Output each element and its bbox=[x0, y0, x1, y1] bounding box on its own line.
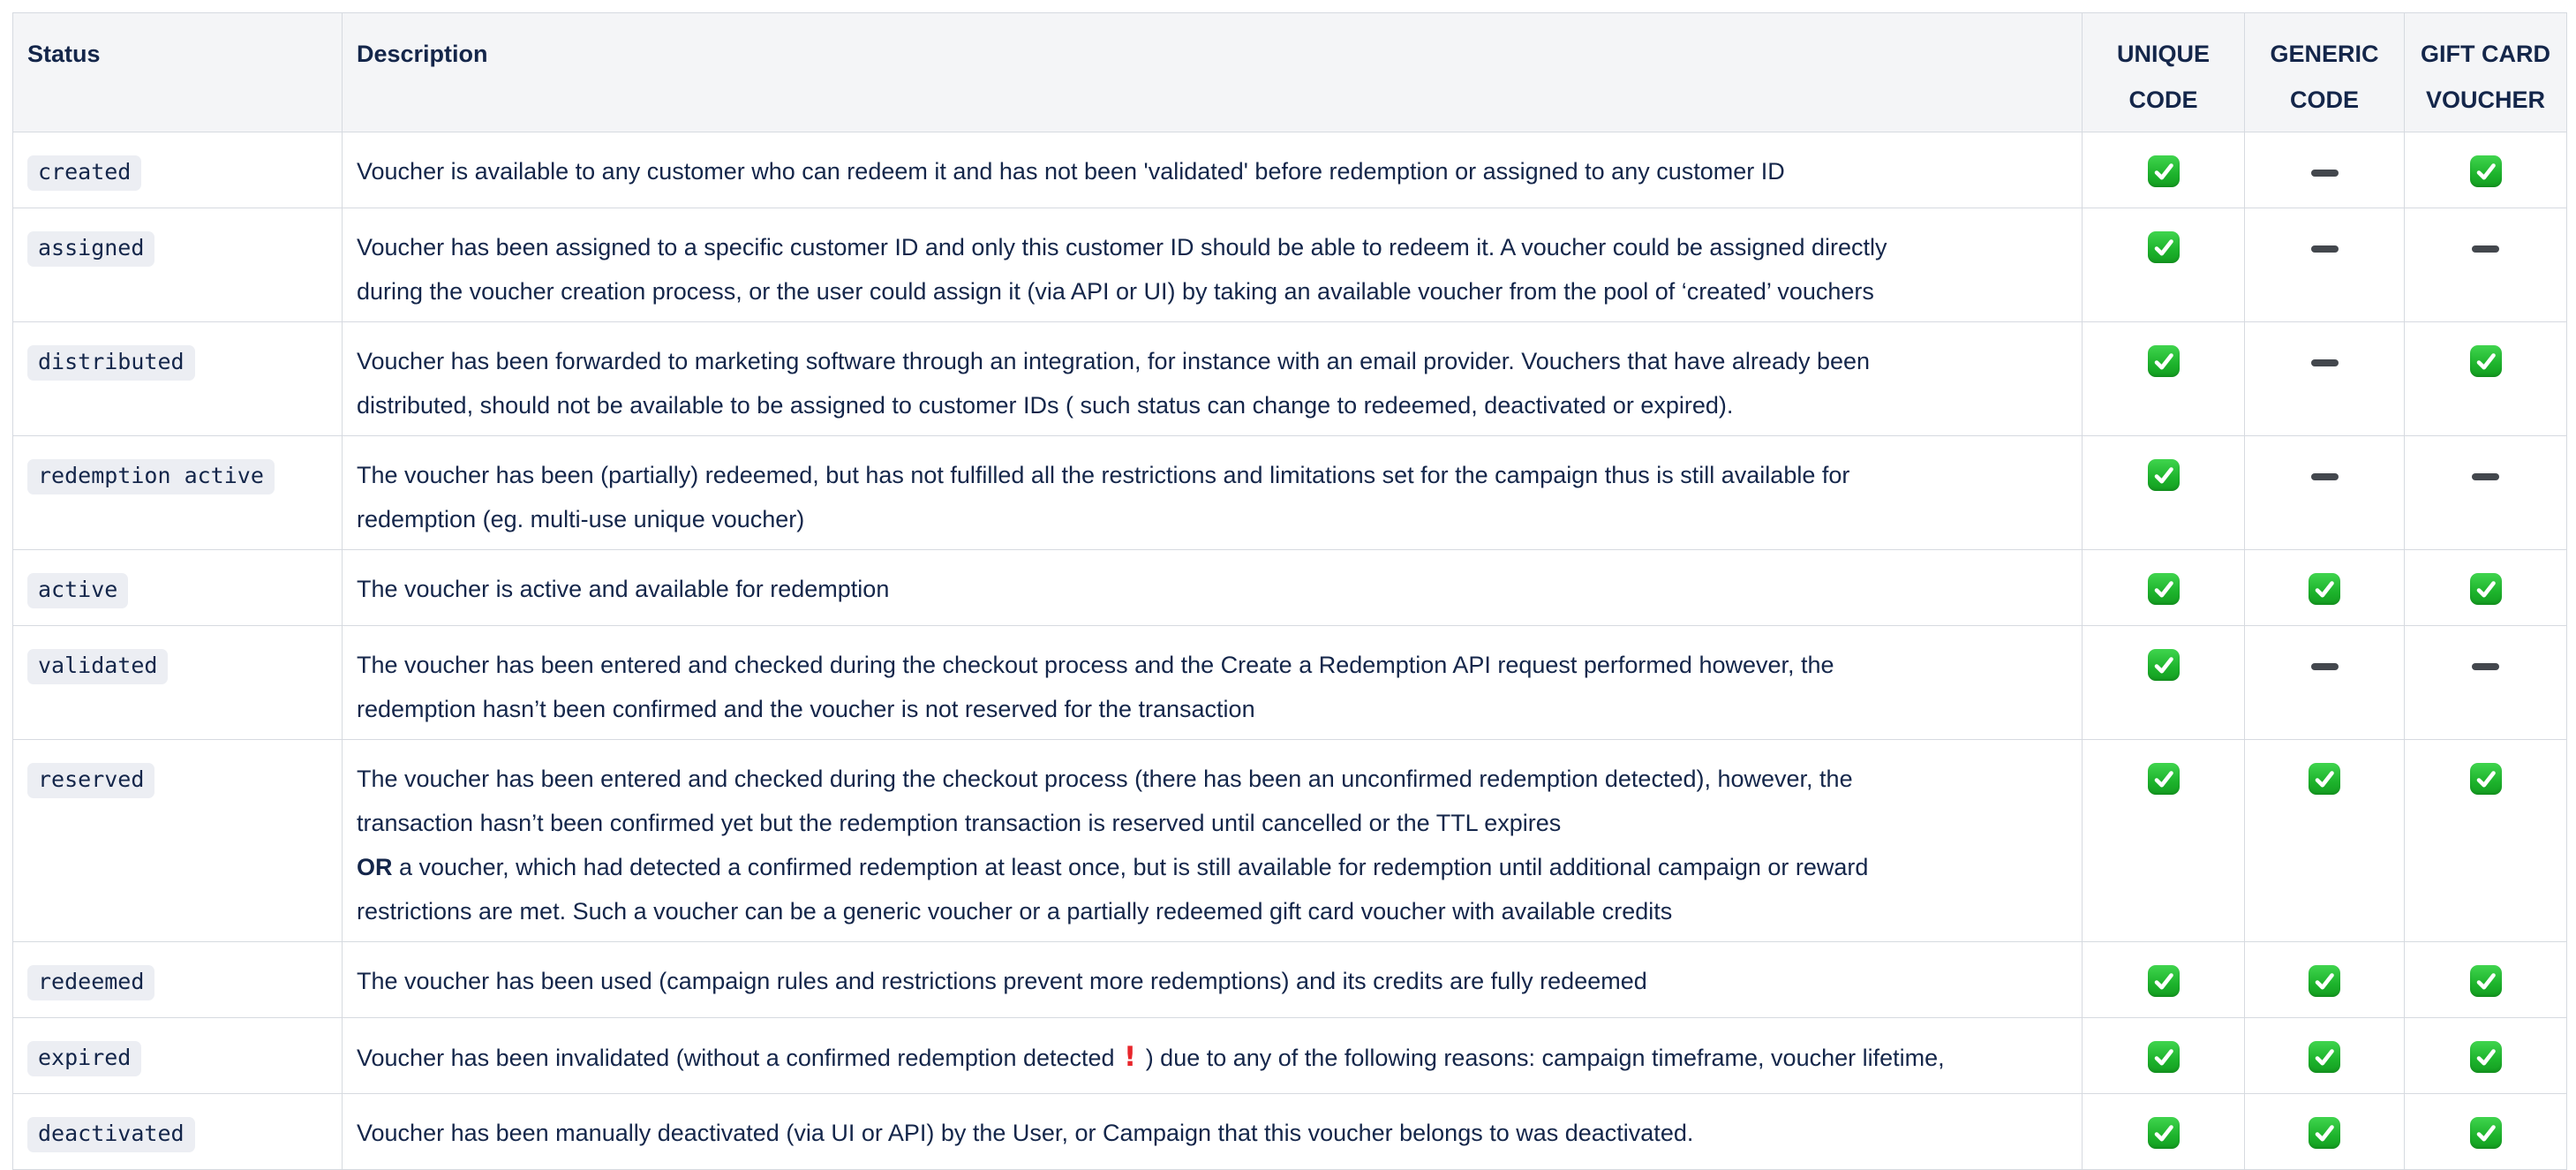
table-row bbox=[13, 208, 2567, 322]
generic-code-cell bbox=[2245, 942, 2405, 1018]
check-mark-icon bbox=[2148, 763, 2180, 795]
check-mark-icon bbox=[2470, 965, 2502, 997]
description-cell bbox=[343, 740, 2083, 942]
gift-card-voucher-cell bbox=[2405, 436, 2567, 550]
description-cell bbox=[343, 1094, 2083, 1170]
description-text: Voucher is available to any customer who can redeem it and has not been 'validated' before redemption or assigned to any customer ID bbox=[357, 158, 1785, 185]
description-cell bbox=[343, 1018, 2083, 1094]
description-text: Voucher has been forwarded to marketing software through an integration, for instance with an email provider. Vouchers that have already been distributed, should not be available to be assigned to customer IDs ( such status can change to redeemed, deactivated or expired). bbox=[357, 348, 1871, 419]
description-text: The voucher has been entered and checked during the checkout process and the Create a Redemption API request performed however, the redemption hasn’t been confirmed and the voucher is not reserved for the transaction bbox=[357, 652, 1834, 722]
check-mark-icon bbox=[2470, 345, 2502, 377]
generic-code-cell bbox=[2245, 132, 2405, 208]
description-text: The voucher has been entered and checked during the checkout process (there has been an unconfirmed redemption detected), however, the transaction hasn’t been confirmed yet but the redemption transaction is reserved until cancelled or the TTL expires OR a voucher, which had detected a confirmed redemption at least once, but is still available for redemption until additional campaign or reward restrictions are met. Such a voucher can be a generic voucher or a partially redeemed gift card voucher with available credits bbox=[357, 766, 1869, 925]
minus-icon bbox=[2311, 170, 2339, 177]
table-body bbox=[13, 132, 2567, 1170]
status-badge: deactivated bbox=[27, 1117, 195, 1152]
generic-code-cell bbox=[2245, 436, 2405, 550]
table-row bbox=[13, 942, 2567, 1018]
check-mark-icon bbox=[2470, 573, 2502, 605]
unique-code-cell bbox=[2083, 322, 2245, 436]
unique-code-cell bbox=[2083, 740, 2245, 942]
gift-card-voucher-cell bbox=[2405, 1094, 2567, 1170]
table-row bbox=[13, 132, 2567, 208]
column-header-status: Status bbox=[13, 13, 343, 132]
column-header-generic-code: GENERIC CODE bbox=[2245, 13, 2405, 132]
unique-code-cell bbox=[2083, 626, 2245, 740]
status-badge: distributed bbox=[27, 345, 195, 381]
check-mark-icon bbox=[2309, 1041, 2340, 1073]
description-cell bbox=[343, 322, 2083, 436]
check-mark-icon bbox=[2309, 965, 2340, 997]
check-mark-icon bbox=[2309, 1117, 2340, 1149]
generic-code-cell bbox=[2245, 1094, 2405, 1170]
generic-code-cell bbox=[2245, 626, 2405, 740]
status-badge: assigned bbox=[27, 231, 154, 267]
minus-icon bbox=[2311, 663, 2339, 670]
status-cell bbox=[13, 132, 343, 208]
check-mark-icon bbox=[2148, 345, 2180, 377]
description-text: The voucher has been used (campaign rules and restrictions prevent more redemptions) and its credits are fully redeemed bbox=[357, 968, 1647, 994]
gift-card-voucher-cell bbox=[2405, 208, 2567, 322]
table-row bbox=[13, 550, 2567, 626]
check-mark-icon bbox=[2148, 965, 2180, 997]
table-row bbox=[13, 1018, 2567, 1094]
minus-icon bbox=[2311, 473, 2339, 480]
generic-code-cell bbox=[2245, 550, 2405, 626]
description-cell bbox=[343, 436, 2083, 550]
column-header-gift-card-voucher: GIFT CARD VOUCHER bbox=[2405, 13, 2567, 132]
gift-card-voucher-cell bbox=[2405, 550, 2567, 626]
unique-code-cell bbox=[2083, 1018, 2245, 1094]
unique-code-cell bbox=[2083, 436, 2245, 550]
description-text: Voucher has been manually deactivated (via UI or API) by the User, or Campaign that this voucher belongs to was deactivated. bbox=[357, 1120, 1694, 1146]
header-row bbox=[13, 13, 2567, 132]
minus-icon bbox=[2311, 245, 2339, 253]
minus-icon bbox=[2311, 359, 2339, 366]
unique-code-cell bbox=[2083, 1094, 2245, 1170]
unique-code-cell bbox=[2083, 208, 2245, 322]
minus-icon bbox=[2472, 663, 2499, 670]
column-header-unique-code: UNIQUE CODE bbox=[2083, 13, 2245, 132]
status-cell bbox=[13, 740, 343, 942]
gift-card-voucher-cell bbox=[2405, 1018, 2567, 1094]
table-row bbox=[13, 436, 2567, 550]
check-mark-icon bbox=[2148, 573, 2180, 605]
status-cell bbox=[13, 942, 343, 1018]
status-badge: created bbox=[27, 155, 141, 191]
description-text: Voucher has been invalidated (without a confirmed redemption detected ! ) due to any of the following reasons: campaign timeframe, voucher lifetime, bbox=[357, 1041, 1945, 1073]
unique-code-cell bbox=[2083, 132, 2245, 208]
table-row bbox=[13, 740, 2567, 942]
gift-card-voucher-cell bbox=[2405, 740, 2567, 942]
description-cell bbox=[343, 132, 2083, 208]
status-badge: redeemed bbox=[27, 965, 154, 1000]
status-cell bbox=[13, 1018, 343, 1094]
description-text: Voucher has been assigned to a specific customer ID and only this customer ID should be able to redeem it. A voucher could be assigned directly during the voucher creation process, or the user could assign it (via API or UI) by taking an available voucher from the pool of ‘created’ vouchers bbox=[357, 234, 1887, 305]
status-badge: reserved bbox=[27, 763, 154, 798]
status-cell bbox=[13, 322, 343, 436]
status-cell bbox=[13, 1094, 343, 1170]
status-cell bbox=[13, 626, 343, 740]
gift-card-voucher-cell bbox=[2405, 322, 2567, 436]
status-badge: expired bbox=[27, 1041, 141, 1076]
minus-icon bbox=[2472, 473, 2499, 480]
status-cell bbox=[13, 208, 343, 322]
table-row bbox=[13, 626, 2567, 740]
voucher-status-table bbox=[12, 12, 2567, 1170]
gift-card-voucher-cell bbox=[2405, 942, 2567, 1018]
table-header bbox=[13, 13, 2567, 132]
generic-code-cell bbox=[2245, 1018, 2405, 1094]
unique-code-cell bbox=[2083, 942, 2245, 1018]
status-badge: active bbox=[27, 573, 128, 608]
minus-icon bbox=[2472, 245, 2499, 253]
check-mark-icon bbox=[2148, 459, 2180, 491]
column-header-description: Description bbox=[343, 13, 2083, 132]
unique-code-cell bbox=[2083, 550, 2245, 626]
table-row bbox=[13, 322, 2567, 436]
status-cell bbox=[13, 550, 343, 626]
description-cell bbox=[343, 942, 2083, 1018]
red-exclamation-icon: ! bbox=[1124, 1041, 1137, 1073]
generic-code-cell bbox=[2245, 322, 2405, 436]
check-mark-icon bbox=[2148, 1041, 2180, 1073]
generic-code-cell bbox=[2245, 740, 2405, 942]
check-mark-icon bbox=[2148, 231, 2180, 263]
check-mark-icon bbox=[2309, 763, 2340, 795]
description-cell bbox=[343, 208, 2083, 322]
status-cell bbox=[13, 436, 343, 550]
check-mark-icon bbox=[2309, 573, 2340, 605]
check-mark-icon bbox=[2470, 763, 2502, 795]
description-text: The voucher has been (partially) redeemed, but has not fulfilled all the restrictions and limitations set for the campaign thus is still available for redemption (eg. multi-use unique voucher) bbox=[357, 462, 1850, 532]
description-text: The voucher is active and available for redemption bbox=[357, 576, 890, 602]
table-row bbox=[13, 1094, 2567, 1170]
description-cell bbox=[343, 550, 2083, 626]
check-mark-icon bbox=[2148, 1117, 2180, 1149]
check-mark-icon bbox=[2470, 155, 2502, 187]
description-cell bbox=[343, 626, 2083, 740]
check-mark-icon bbox=[2148, 155, 2180, 187]
status-badge: redemption active bbox=[27, 459, 275, 494]
check-mark-icon bbox=[2470, 1041, 2502, 1073]
gift-card-voucher-cell bbox=[2405, 626, 2567, 740]
gift-card-voucher-cell bbox=[2405, 132, 2567, 208]
generic-code-cell bbox=[2245, 208, 2405, 322]
status-badge: validated bbox=[27, 649, 168, 684]
check-mark-icon bbox=[2470, 1117, 2502, 1149]
check-mark-icon bbox=[2148, 649, 2180, 681]
